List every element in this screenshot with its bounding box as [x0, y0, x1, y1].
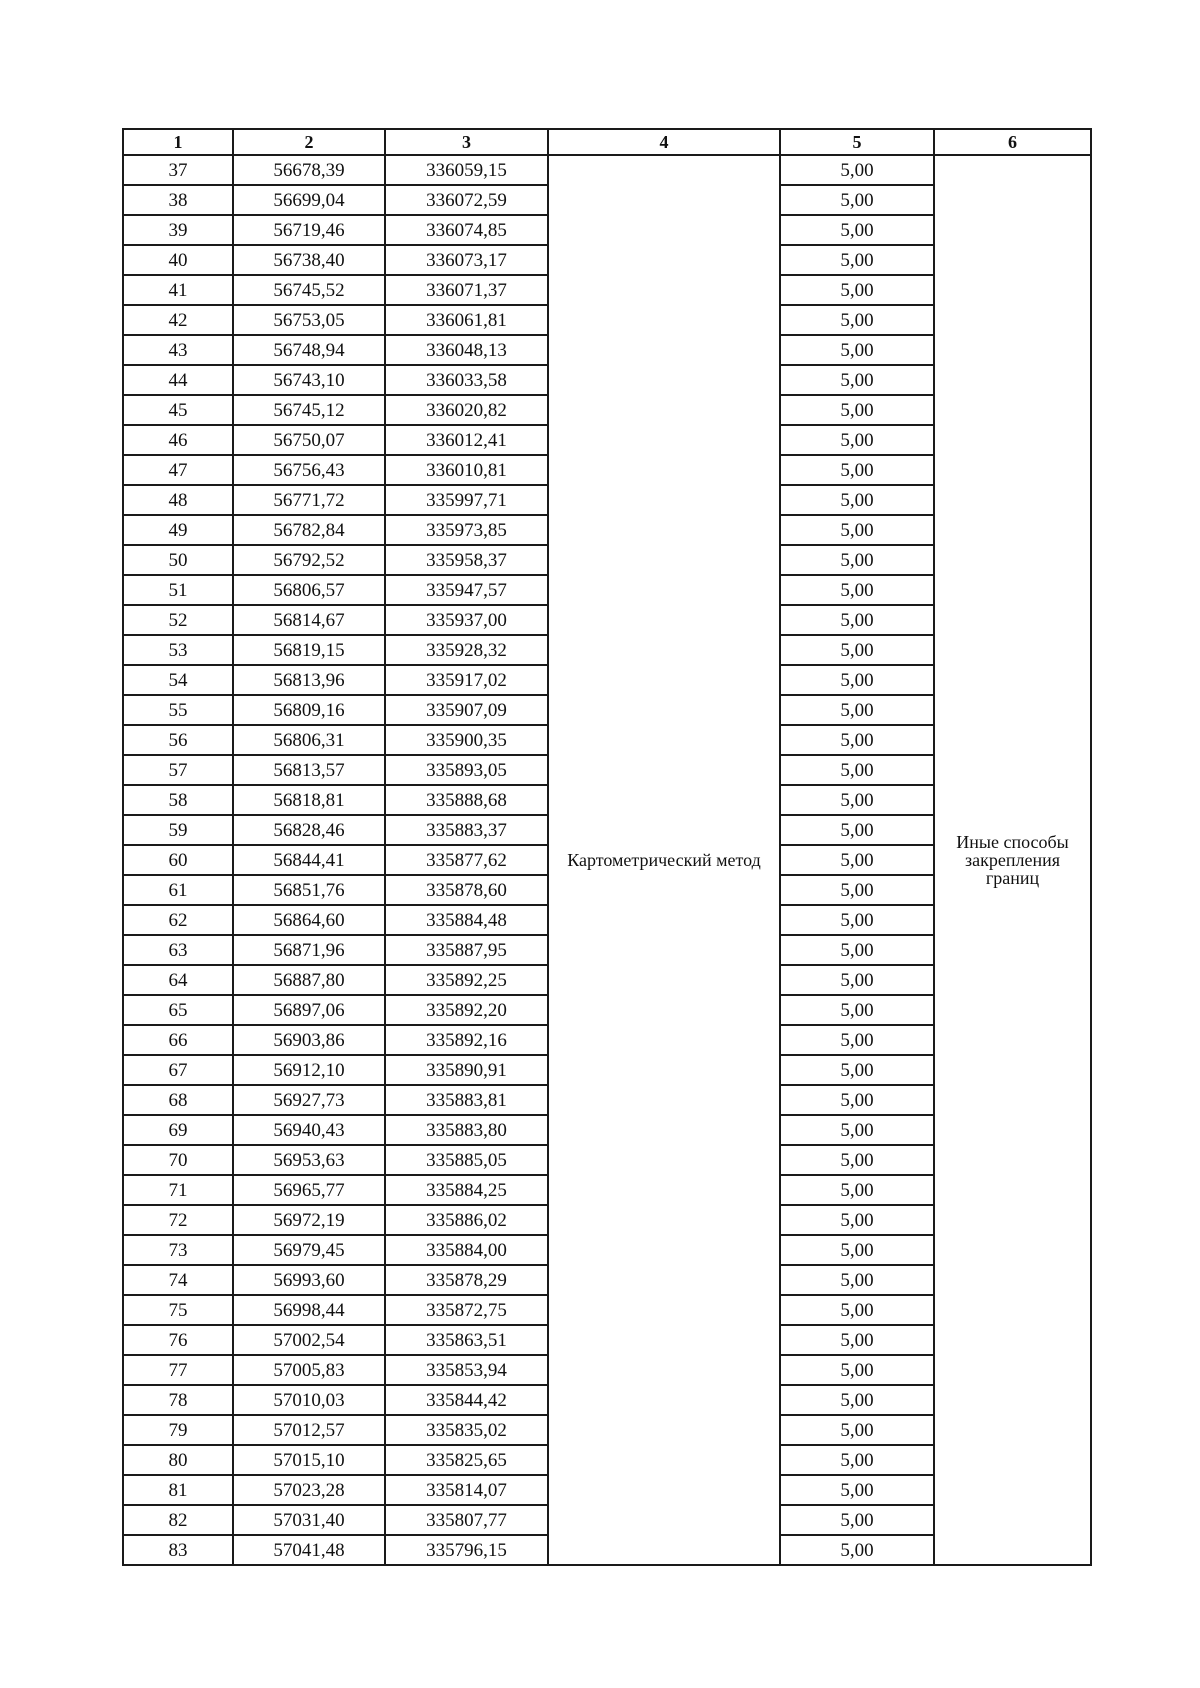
header-cell-4: 4 [548, 129, 780, 155]
y-coordinate-cell: 335892,25 [385, 965, 548, 995]
x-coordinate-cell: 56903,86 [233, 1025, 385, 1055]
x-coordinate-cell: 56743,10 [233, 365, 385, 395]
point-number-cell: 45 [123, 395, 233, 425]
x-coordinate-cell: 56806,57 [233, 575, 385, 605]
x-coordinate-cell: 56819,15 [233, 635, 385, 665]
y-coordinate-cell: 335884,48 [385, 905, 548, 935]
point-number-cell: 67 [123, 1055, 233, 1085]
point-number-cell: 57 [123, 755, 233, 785]
point-number-cell: 51 [123, 575, 233, 605]
point-number-cell: 77 [123, 1355, 233, 1385]
accuracy-cell: 5,00 [780, 1295, 934, 1325]
point-number-cell: 52 [123, 605, 233, 635]
accuracy-cell: 5,00 [780, 1175, 934, 1205]
x-coordinate-cell: 56678,39 [233, 155, 385, 185]
y-coordinate-cell: 335807,77 [385, 1505, 548, 1535]
x-coordinate-cell: 56719,46 [233, 215, 385, 245]
table-body [123, 155, 1091, 1565]
accuracy-cell: 5,00 [780, 215, 934, 245]
point-number-cell: 70 [123, 1145, 233, 1175]
point-number-cell: 65 [123, 995, 233, 1025]
x-coordinate-cell: 56745,12 [233, 395, 385, 425]
accuracy-cell: 5,00 [780, 335, 934, 365]
point-number-cell: 82 [123, 1505, 233, 1535]
x-coordinate-cell: 56998,44 [233, 1295, 385, 1325]
accuracy-cell: 5,00 [780, 635, 934, 665]
accuracy-cell: 5,00 [780, 665, 934, 695]
x-coordinate-cell: 57002,54 [233, 1325, 385, 1355]
accuracy-cell: 5,00 [780, 1445, 934, 1475]
x-coordinate-cell: 56979,45 [233, 1235, 385, 1265]
point-number-cell: 55 [123, 695, 233, 725]
header-cell-5: 5 [780, 129, 934, 155]
x-coordinate-cell: 56953,63 [233, 1145, 385, 1175]
x-coordinate-cell: 57031,40 [233, 1505, 385, 1535]
x-coordinate-cell: 56806,31 [233, 725, 385, 755]
point-number-cell: 47 [123, 455, 233, 485]
y-coordinate-cell: 335878,60 [385, 875, 548, 905]
point-number-cell: 71 [123, 1175, 233, 1205]
y-coordinate-cell: 335888,68 [385, 785, 548, 815]
point-number-cell: 72 [123, 1205, 233, 1235]
x-coordinate-cell: 56809,16 [233, 695, 385, 725]
point-number-cell: 48 [123, 485, 233, 515]
x-coordinate-cell: 56851,76 [233, 875, 385, 905]
point-number-cell: 49 [123, 515, 233, 545]
point-number-cell: 37 [123, 155, 233, 185]
x-coordinate-cell: 56771,72 [233, 485, 385, 515]
x-coordinate-cell: 56828,46 [233, 815, 385, 845]
point-number-cell: 79 [123, 1415, 233, 1445]
x-coordinate-cell: 57012,57 [233, 1415, 385, 1445]
y-coordinate-cell: 335844,42 [385, 1385, 548, 1415]
point-number-cell: 73 [123, 1235, 233, 1265]
x-coordinate-cell: 56745,52 [233, 275, 385, 305]
y-coordinate-cell: 335883,37 [385, 815, 548, 845]
x-coordinate-cell: 56813,96 [233, 665, 385, 695]
accuracy-cell: 5,00 [780, 845, 934, 875]
point-number-cell: 53 [123, 635, 233, 665]
y-coordinate-cell: 336074,85 [385, 215, 548, 245]
point-number-cell: 46 [123, 425, 233, 455]
accuracy-cell: 5,00 [780, 1415, 934, 1445]
accuracy-cell: 5,00 [780, 755, 934, 785]
table-row [123, 155, 1091, 185]
accuracy-cell: 5,00 [780, 185, 934, 215]
point-number-cell: 56 [123, 725, 233, 755]
x-coordinate-cell: 56699,04 [233, 185, 385, 215]
x-coordinate-cell: 56818,81 [233, 785, 385, 815]
x-coordinate-cell: 56844,41 [233, 845, 385, 875]
y-coordinate-cell: 336071,37 [385, 275, 548, 305]
y-coordinate-cell: 335883,81 [385, 1085, 548, 1115]
y-coordinate-cell: 336059,15 [385, 155, 548, 185]
accuracy-cell: 5,00 [780, 905, 934, 935]
point-number-cell: 59 [123, 815, 233, 845]
point-number-cell: 66 [123, 1025, 233, 1055]
point-number-cell: 61 [123, 875, 233, 905]
header-cell-3: 3 [385, 129, 548, 155]
y-coordinate-cell: 335872,75 [385, 1295, 548, 1325]
point-number-cell: 75 [123, 1295, 233, 1325]
point-number-cell: 83 [123, 1535, 233, 1565]
x-coordinate-cell: 56972,19 [233, 1205, 385, 1235]
accuracy-cell: 5,00 [780, 245, 934, 275]
accuracy-cell: 5,00 [780, 815, 934, 845]
y-coordinate-cell: 335885,05 [385, 1145, 548, 1175]
x-coordinate-cell: 56864,60 [233, 905, 385, 935]
y-coordinate-cell: 335892,20 [385, 995, 548, 1025]
accuracy-cell: 5,00 [780, 455, 934, 485]
accuracy-cell: 5,00 [780, 1325, 934, 1355]
accuracy-cell: 5,00 [780, 575, 934, 605]
y-coordinate-cell: 335890,91 [385, 1055, 548, 1085]
point-number-cell: 76 [123, 1325, 233, 1355]
y-coordinate-cell: 335973,85 [385, 515, 548, 545]
point-number-cell: 80 [123, 1445, 233, 1475]
y-coordinate-cell: 335900,35 [385, 725, 548, 755]
x-coordinate-cell: 56912,10 [233, 1055, 385, 1085]
header-cell-2: 2 [233, 129, 385, 155]
accuracy-cell: 5,00 [780, 785, 934, 815]
y-coordinate-cell: 335893,05 [385, 755, 548, 785]
y-coordinate-cell: 335997,71 [385, 485, 548, 515]
accuracy-cell: 5,00 [780, 305, 934, 335]
y-coordinate-cell: 335883,80 [385, 1115, 548, 1145]
x-coordinate-cell: 57041,48 [233, 1535, 385, 1565]
y-coordinate-cell: 335886,02 [385, 1205, 548, 1235]
x-coordinate-cell: 56897,06 [233, 995, 385, 1025]
y-coordinate-cell: 335907,09 [385, 695, 548, 725]
point-number-cell: 58 [123, 785, 233, 815]
boundary-fixing-line: границ [985, 868, 1040, 888]
y-coordinate-cell: 335884,25 [385, 1175, 548, 1205]
x-coordinate-cell: 57015,10 [233, 1445, 385, 1475]
x-coordinate-cell: 56813,57 [233, 755, 385, 785]
accuracy-cell: 5,00 [780, 395, 934, 425]
x-coordinate-cell: 56756,43 [233, 455, 385, 485]
accuracy-cell: 5,00 [780, 875, 934, 905]
accuracy-cell: 5,00 [780, 1115, 934, 1145]
y-coordinate-cell: 335947,57 [385, 575, 548, 605]
x-coordinate-cell: 56738,40 [233, 245, 385, 275]
accuracy-cell: 5,00 [780, 425, 934, 455]
y-coordinate-cell: 336012,41 [385, 425, 548, 455]
y-coordinate-cell: 335884,00 [385, 1235, 548, 1265]
accuracy-cell: 5,00 [780, 725, 934, 755]
accuracy-cell: 5,00 [780, 1205, 934, 1235]
y-coordinate-cell: 335814,07 [385, 1475, 548, 1505]
point-number-cell: 39 [123, 215, 233, 245]
boundary-fixing-line: закрепления [965, 850, 1060, 870]
y-coordinate-cell: 335887,95 [385, 935, 548, 965]
accuracy-cell: 5,00 [780, 1355, 934, 1385]
x-coordinate-cell: 56965,77 [233, 1175, 385, 1205]
determination-method-cell: Картометрический метод [548, 155, 780, 1565]
y-coordinate-cell: 335958,37 [385, 545, 548, 575]
accuracy-cell: 5,00 [780, 1055, 934, 1085]
y-coordinate-cell: 335937,00 [385, 605, 548, 635]
accuracy-cell: 5,00 [780, 1475, 934, 1505]
y-coordinate-cell: 335928,32 [385, 635, 548, 665]
y-coordinate-cell: 336061,81 [385, 305, 548, 335]
x-coordinate-cell: 57010,03 [233, 1385, 385, 1415]
accuracy-cell: 5,00 [780, 995, 934, 1025]
y-coordinate-cell: 336072,59 [385, 185, 548, 215]
y-coordinate-cell: 335835,02 [385, 1415, 548, 1445]
x-coordinate-cell: 56792,52 [233, 545, 385, 575]
point-number-cell: 54 [123, 665, 233, 695]
x-coordinate-cell: 56940,43 [233, 1115, 385, 1145]
point-number-cell: 64 [123, 965, 233, 995]
point-number-cell: 63 [123, 935, 233, 965]
x-coordinate-cell: 56782,84 [233, 515, 385, 545]
accuracy-cell: 5,00 [780, 1385, 934, 1415]
point-number-cell: 38 [123, 185, 233, 215]
accuracy-cell: 5,00 [780, 1265, 934, 1295]
x-coordinate-cell: 56748,94 [233, 335, 385, 365]
accuracy-cell: 5,00 [780, 365, 934, 395]
header-cell-1: 1 [123, 129, 233, 155]
x-coordinate-cell: 56887,80 [233, 965, 385, 995]
boundary-points-table [122, 128, 1092, 1566]
x-coordinate-cell: 56993,60 [233, 1265, 385, 1295]
point-number-cell: 44 [123, 365, 233, 395]
y-coordinate-cell: 335892,16 [385, 1025, 548, 1055]
header-row [123, 129, 1091, 155]
point-number-cell: 41 [123, 275, 233, 305]
accuracy-cell: 5,00 [780, 515, 934, 545]
point-number-cell: 81 [123, 1475, 233, 1505]
accuracy-cell: 5,00 [780, 485, 934, 515]
accuracy-cell: 5,00 [780, 1085, 934, 1115]
point-number-cell: 62 [123, 905, 233, 935]
y-coordinate-cell: 335796,15 [385, 1535, 548, 1565]
accuracy-cell: 5,00 [780, 935, 934, 965]
y-coordinate-cell: 336033,58 [385, 365, 548, 395]
y-coordinate-cell: 336048,13 [385, 335, 548, 365]
point-number-cell: 74 [123, 1265, 233, 1295]
accuracy-cell: 5,00 [780, 1145, 934, 1175]
accuracy-cell: 5,00 [780, 155, 934, 185]
x-coordinate-cell: 56871,96 [233, 935, 385, 965]
point-number-cell: 40 [123, 245, 233, 275]
point-number-cell: 69 [123, 1115, 233, 1145]
y-coordinate-cell: 335853,94 [385, 1355, 548, 1385]
y-coordinate-cell: 335877,62 [385, 845, 548, 875]
point-number-cell: 42 [123, 305, 233, 335]
accuracy-cell: 5,00 [780, 1505, 934, 1535]
y-coordinate-cell: 335825,65 [385, 1445, 548, 1475]
boundary-fixing-line: Иные способы [956, 832, 1069, 852]
x-coordinate-cell: 56753,05 [233, 305, 385, 335]
point-number-cell: 50 [123, 545, 233, 575]
accuracy-cell: 5,00 [780, 1535, 934, 1565]
point-number-cell: 68 [123, 1085, 233, 1115]
y-coordinate-cell: 335917,02 [385, 665, 548, 695]
y-coordinate-cell: 336020,82 [385, 395, 548, 425]
y-coordinate-cell: 335878,29 [385, 1265, 548, 1295]
boundary-fixing-cell [934, 155, 1091, 1565]
x-coordinate-cell: 56750,07 [233, 425, 385, 455]
accuracy-cell: 5,00 [780, 965, 934, 995]
accuracy-cell: 5,00 [780, 545, 934, 575]
accuracy-cell: 5,00 [780, 1235, 934, 1265]
y-coordinate-cell: 336010,81 [385, 455, 548, 485]
x-coordinate-cell: 57005,83 [233, 1355, 385, 1385]
y-coordinate-cell: 336073,17 [385, 245, 548, 275]
x-coordinate-cell: 56814,67 [233, 605, 385, 635]
accuracy-cell: 5,00 [780, 1025, 934, 1055]
point-number-cell: 78 [123, 1385, 233, 1415]
accuracy-cell: 5,00 [780, 605, 934, 635]
accuracy-cell: 5,00 [780, 695, 934, 725]
y-coordinate-cell: 335863,51 [385, 1325, 548, 1355]
accuracy-cell: 5,00 [780, 275, 934, 305]
point-number-cell: 43 [123, 335, 233, 365]
x-coordinate-cell: 56927,73 [233, 1085, 385, 1115]
x-coordinate-cell: 57023,28 [233, 1475, 385, 1505]
point-number-cell: 60 [123, 845, 233, 875]
header-cell-6: 6 [934, 129, 1091, 155]
